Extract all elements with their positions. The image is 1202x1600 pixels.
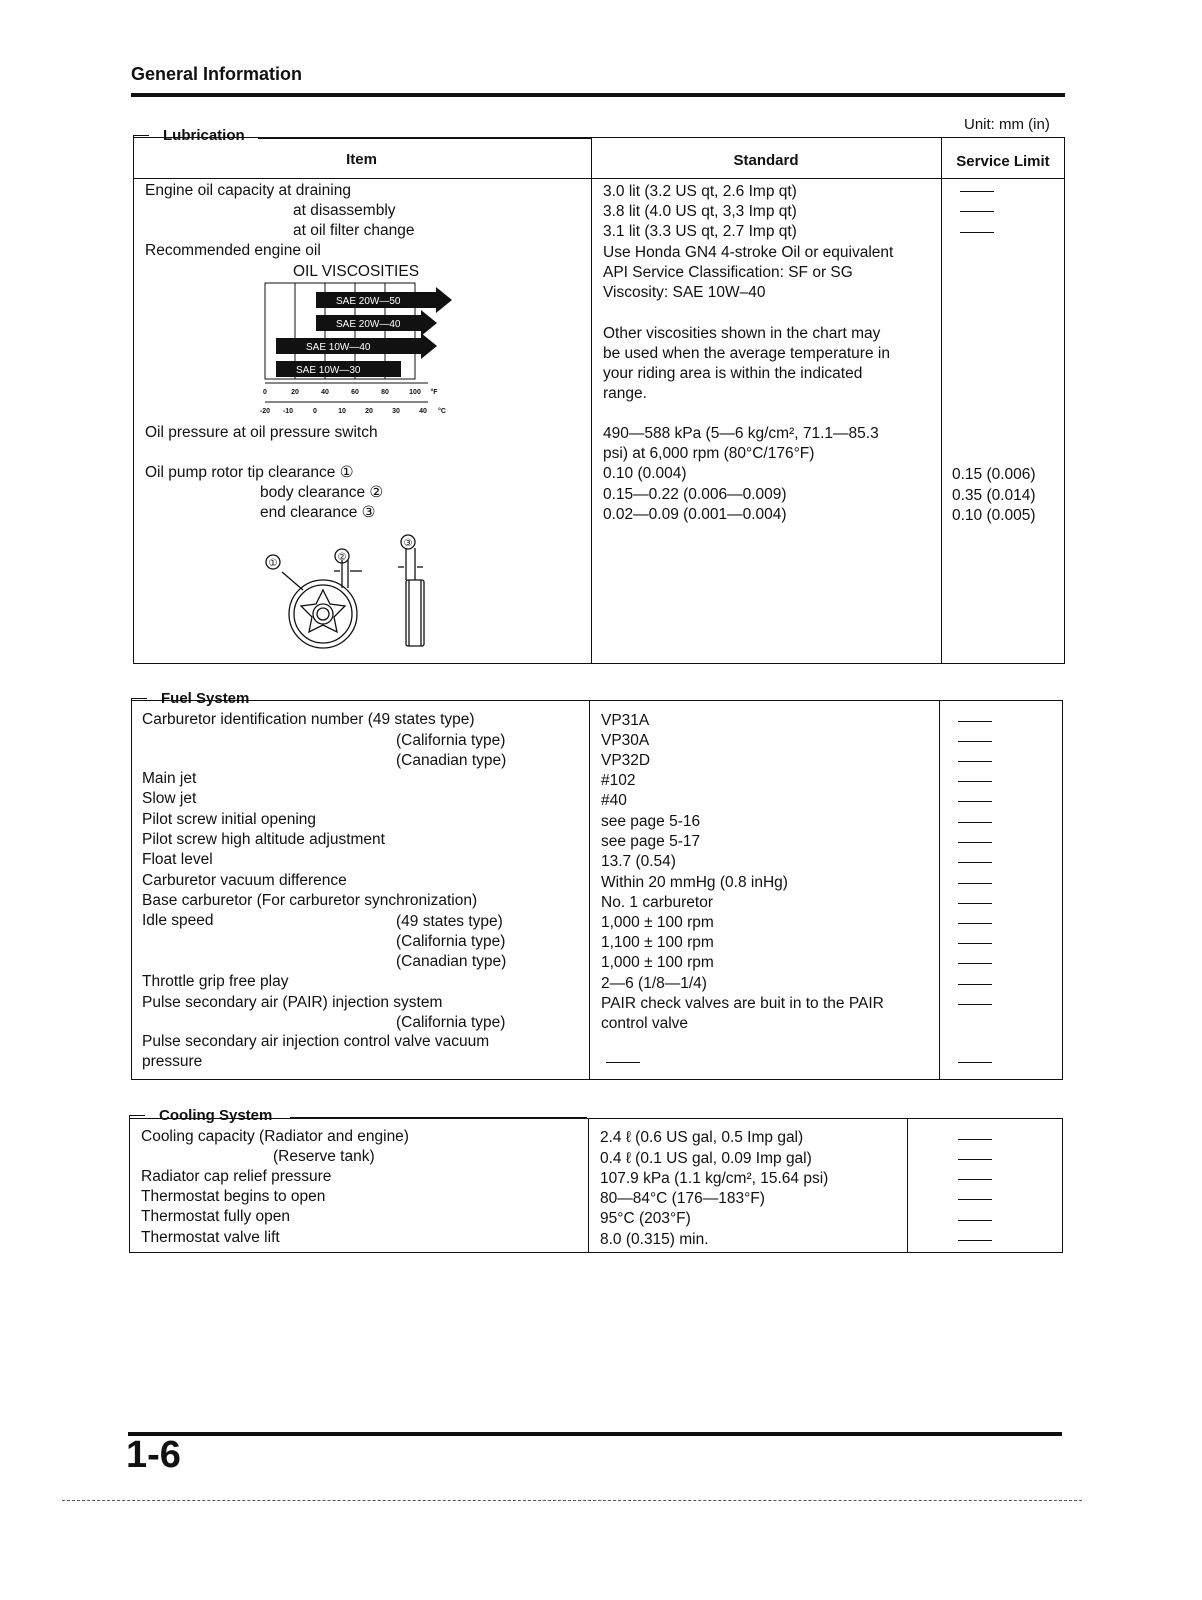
viscosity-label: SAE 20W—40 [336, 319, 401, 330]
lube-standard: 3.8 lit (4.0 US qt, 3,3 Imp qt) [603, 203, 797, 220]
lube-item: end clearance ③ [260, 504, 376, 521]
fuel-standard: 1,000 ± 100 rpm [601, 914, 714, 931]
fuel-item: (Canadian type) [396, 953, 507, 970]
no-limit-dash [958, 781, 992, 782]
no-limit-dash [958, 842, 992, 843]
header-divider [134, 178, 1064, 179]
fuel-item: (California type) [396, 1014, 506, 1031]
no-limit-dash [958, 741, 992, 742]
cooling-item: Radiator cap relief pressure [141, 1168, 332, 1185]
lube-item: Recommended engine oil [145, 242, 321, 259]
page-number: 1-6 [126, 1434, 181, 1476]
lube-standard: Other viscosities shown in the chart may [603, 325, 881, 342]
cooling-item: Thermostat fully open [141, 1208, 291, 1225]
fuel-standard: VP32D [601, 752, 651, 769]
cooling-standard: 0.4 ℓ (0.1 US gal, 0.09 Imp gal) [600, 1150, 812, 1167]
lube-standard: range. [603, 385, 647, 402]
no-limit-dash [960, 211, 994, 212]
c-tick: °C [438, 408, 446, 415]
fuel-item: (California type) [396, 933, 506, 950]
f-tick: 80 [381, 389, 389, 396]
no-limit-dash [958, 1004, 992, 1005]
no-limit-dash [958, 822, 992, 823]
callout-3: ③ [403, 538, 413, 549]
lube-standard: 0.15—0.22 (0.006—0.009) [603, 486, 787, 503]
f-tick: 40 [321, 389, 329, 396]
lube-standard: 490—588 kPa (5—6 kg/cm², 71.1—85.3 [603, 425, 879, 442]
viscosity-label: SAE 20W—50 [336, 296, 401, 307]
no-limit-dash [958, 1199, 992, 1200]
no-limit-dash [958, 943, 992, 944]
c-tick: 40 [419, 408, 427, 415]
fuel-standard: #102 [601, 772, 636, 789]
fuel-bracket-top [131, 698, 147, 699]
no-limit-dash [958, 1179, 992, 1180]
fuel-item: Carburetor vacuum difference [142, 872, 347, 889]
callout-1: ① [268, 558, 278, 569]
cooling-item: Thermostat valve lift [141, 1229, 280, 1246]
column-header-standard: Standard [733, 152, 799, 169]
lube-standard: psi) at 6,000 rpm (80°C/176°F) [603, 445, 815, 462]
lube-item: Engine oil capacity at draining [145, 182, 351, 199]
no-limit-dash [958, 801, 992, 802]
no-limit-dash [958, 883, 992, 884]
lube-item: Oil pump rotor tip clearance ① [145, 464, 354, 481]
f-tick: 60 [351, 389, 359, 396]
chart-title: OIL VISCOSITIES [293, 263, 420, 280]
lube-standard: 0.10 (0.004) [603, 465, 687, 482]
column-divider [588, 1119, 589, 1252]
lube-limit: 0.10 (0.005) [952, 507, 1036, 524]
c-tick: -10 [282, 408, 294, 415]
cooling-item: Cooling capacity (Radiator and engine) [141, 1128, 409, 1145]
c-tick: 0 [313, 408, 317, 415]
lube-standard: 3.1 lit (3.3 US qt, 2.7 Imp qt) [603, 223, 797, 240]
lube-standard: 3.0 lit (3.2 US qt, 2.6 Imp qt) [603, 183, 797, 200]
lube-standard: Viscosity: SAE 10W–40 [603, 284, 766, 301]
column-divider [939, 701, 940, 1079]
cooling-standard: 107.9 kPa (1.1 kg/cm², 15.64 psi) [600, 1170, 829, 1187]
fuel-standard: 13.7 (0.54) [601, 853, 676, 870]
cooling-item: (Reserve tank) [273, 1148, 375, 1165]
no-limit-dash [958, 1062, 992, 1063]
lube-standard: be used when the average temperature in [603, 345, 890, 362]
f-tick: 0 [263, 389, 267, 396]
fuel-item: Throttle grip free play [142, 973, 289, 990]
c-tick: 20 [365, 408, 373, 415]
fuel-item: Idle speed [142, 912, 214, 929]
column-divider [907, 1119, 908, 1252]
no-limit-dash [958, 761, 992, 762]
cooling-item: Thermostat begins to open [141, 1188, 326, 1205]
lube-standard: API Service Classification: SF or SG [603, 264, 853, 281]
fuel-standard: see page 5-17 [601, 833, 701, 850]
fuel-item: pressure [142, 1053, 203, 1070]
lube-standard: 0.02—0.09 (0.001—0.004) [603, 506, 787, 523]
no-limit-dash [958, 1220, 992, 1221]
fuel-item: Carburetor identification number (49 states type) [142, 711, 475, 728]
no-limit-dash [958, 923, 992, 924]
fuel-standard: 1,100 ± 100 rpm [601, 934, 714, 951]
lube-item: body clearance ② [260, 484, 384, 501]
no-limit-dash [958, 1159, 992, 1160]
f-tick: 100 [409, 389, 421, 396]
column-header-item: Item [346, 151, 377, 168]
lube-limit: 0.35 (0.014) [952, 487, 1036, 504]
column-header-limit: Service Limit [956, 153, 1050, 170]
lube-standard: your riding area is within the indicated [603, 365, 863, 382]
column-divider [941, 138, 942, 663]
fuel-standard: #40 [601, 792, 627, 809]
lube-item: at disassembly [293, 202, 396, 219]
no-limit-dash [958, 1240, 992, 1241]
unit-note: Unit: mm (in) [964, 116, 1050, 133]
fuel-standard: VP30A [601, 732, 650, 749]
cooling-standard: 8.0 (0.315) min. [600, 1231, 709, 1248]
oil-pump-rotor-diagram [258, 528, 438, 653]
fuel-item: Pulse secondary air injection control valve vacuum [142, 1033, 490, 1050]
no-limit-dash [958, 963, 992, 964]
no-limit-dash [960, 232, 994, 233]
fuel-label: Fuel System [155, 690, 255, 707]
fuel-standard: VP31A [601, 712, 650, 729]
f-tick: 20 [291, 389, 299, 396]
c-tick: 10 [338, 408, 346, 415]
fuel-standard: PAIR check valves are buit in to the PAIR [601, 995, 884, 1012]
no-limit-dash [958, 1139, 992, 1140]
callout-2: ② [337, 552, 347, 563]
fuel-item: Float level [142, 851, 213, 868]
oil-viscosity-chart [248, 280, 458, 420]
no-limit-dash [960, 191, 994, 192]
fuel-item: Main jet [142, 770, 197, 787]
lube-limit: 0.15 (0.006) [952, 466, 1036, 483]
no-limit-dash [958, 862, 992, 863]
lubrication-label: Lubrication [157, 127, 251, 144]
header-rule [131, 93, 1065, 97]
f-tick: °F [430, 389, 438, 396]
fuel-item: Pilot screw initial opening [142, 811, 317, 828]
no-standard-dash [606, 1062, 640, 1063]
footer-rule [128, 1432, 1062, 1436]
fuel-item: (California type) [396, 732, 506, 749]
column-divider [589, 701, 590, 1079]
no-limit-dash [958, 984, 992, 985]
fuel-standard: No. 1 carburetor [601, 894, 713, 911]
viscosity-label: SAE 10W—30 [296, 365, 361, 376]
lube-standard: Use Honda GN4 4-stroke Oil or equivalent [603, 244, 894, 261]
cooling-standard: 80—84°C (176—183°F) [600, 1190, 765, 1207]
lubrication-bracket-top [133, 135, 149, 136]
c-tick: -20 [259, 408, 271, 415]
c-tick: 30 [392, 408, 400, 415]
viscosity-label: SAE 10W—40 [306, 342, 371, 353]
page-edge-line [62, 1500, 1082, 1501]
fuel-item: (Canadian type) [396, 752, 507, 769]
fuel-standard: control valve [601, 1015, 689, 1032]
fuel-item: Slow jet [142, 790, 197, 807]
no-limit-dash [958, 721, 992, 722]
fuel-item: (49 states type) [396, 913, 503, 930]
cooling-label: Cooling System [153, 1107, 278, 1124]
lube-item: Oil pressure at oil pressure switch [145, 424, 378, 441]
cooling-standard: 2.4 ℓ (0.6 US gal, 0.5 Imp gal) [600, 1129, 804, 1146]
fuel-item: Pilot screw high altitude adjustment [142, 831, 385, 848]
fuel-standard: 2—6 (1/8—1/4) [601, 975, 707, 992]
fuel-item: Pulse secondary air (PAIR) injection system [142, 994, 443, 1011]
lube-item: at oil filter change [293, 222, 415, 239]
fuel-item: Base carburetor (For carburetor synchronization) [142, 892, 478, 909]
cooling-standard: 95°C (203°F) [600, 1210, 691, 1227]
cooling-bracket-top [129, 1115, 145, 1116]
no-limit-dash [958, 903, 992, 904]
fuel-standard: Within 20 mmHg (0.8 inHg) [601, 874, 788, 891]
fuel-standard: 1,000 ± 100 rpm [601, 954, 714, 971]
page-title: General Information [131, 64, 303, 84]
column-divider [591, 138, 592, 663]
fuel-standard: see page 5-16 [601, 813, 701, 830]
